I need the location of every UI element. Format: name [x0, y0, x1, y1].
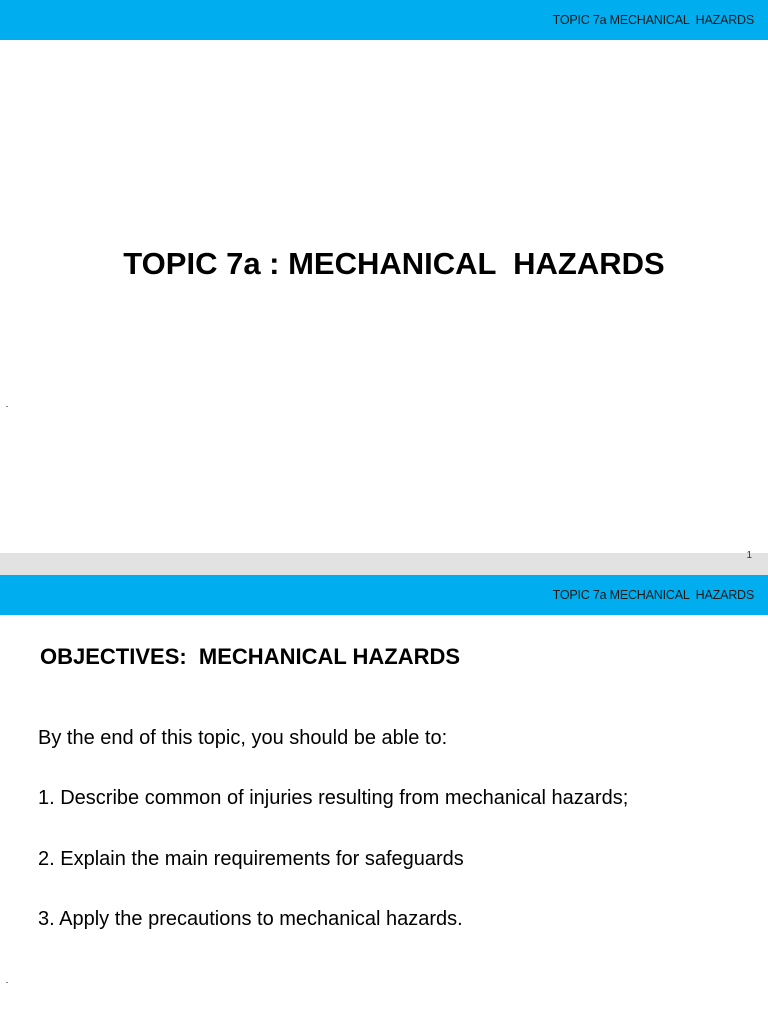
objective-item-3: 3. Apply the precautions to mechanical hazards.: [38, 908, 463, 930]
slide-separator: [0, 553, 768, 575]
objective-item-2: 2. Explain the main requirements for safeguards: [38, 848, 464, 870]
slide-header-bar: [0, 0, 768, 40]
slide-marker: [6, 406, 8, 407]
slide-header-bar: [0, 575, 768, 615]
slide-marker: [6, 982, 8, 983]
slide-header-text: TOPIC 7a MECHANICAL HAZARDS: [552, 13, 754, 27]
slide-title: TOPIC 7a : MECHANICAL HAZARDS: [123, 246, 665, 281]
objectives-title: OBJECTIVES: MECHANICAL HAZARDS: [40, 644, 461, 669]
objective-item-1: 1. Describe common of injuries resulting from mechanical hazards;: [38, 787, 629, 809]
slide-2: [0, 575, 768, 1024]
slide-header-text: TOPIC 7a MECHANICAL HAZARDS: [552, 588, 754, 602]
page-number: 1: [746, 550, 752, 561]
objectives-intro: By the end of this topic, you should be able to:: [38, 727, 448, 749]
